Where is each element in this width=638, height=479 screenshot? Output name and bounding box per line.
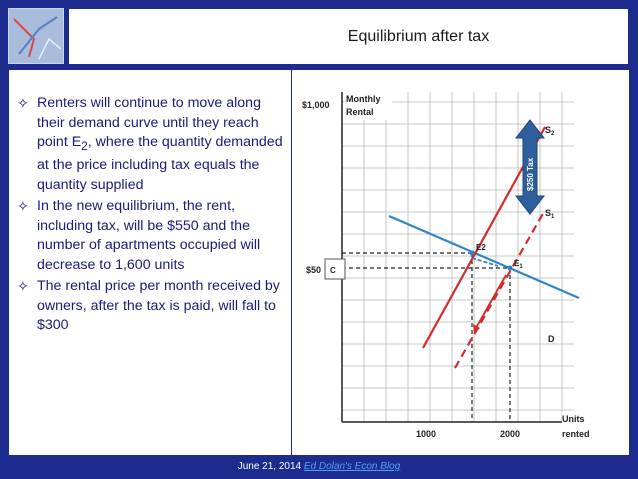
- x-axis-title-1: Units: [562, 414, 585, 424]
- content-panel: [9, 70, 629, 455]
- label-s1: $S_1$: [545, 208, 555, 220]
- bullet-item: ✧ In the new equilibrium, the rent, including tax, will be $550 and the number of apartments occupied will decrease to 1,600 units: [17, 197, 287, 275]
- bullet-item: ✧ The rental price per month received by owners, after the tax is paid, will fall to $300: [17, 277, 287, 336]
- chart-grid: [342, 92, 574, 422]
- bullet-item: ✧ Renters will continue to move along their demand curve until they reach point $E_2$, where the quantity demanded at the price including tax equals the quantity supplied: [17, 94, 287, 195]
- footer-link[interactable]: Ed Dolan's Econ Blog: [303, 461, 401, 472]
- demand-curve: [389, 216, 579, 298]
- supply-demand-chart: [292, 70, 630, 455]
- point-e1: [508, 266, 513, 271]
- label-d: D: [548, 334, 555, 344]
- label-c: C: [330, 266, 336, 275]
- logo-map-icon: [9, 9, 63, 63]
- slide-title: Equilibrium after tax: [347, 27, 490, 45]
- x-tick-1000: 1000: [416, 429, 437, 439]
- y-label-mid: $50: [306, 265, 322, 275]
- label-e2: E2: [476, 243, 486, 252]
- bullet-list: [17, 94, 287, 338]
- star-bullet-icon: ✧: [17, 95, 29, 111]
- tax-label: $250 Tax: [526, 157, 535, 191]
- footer-date: June 21, 2014: [237, 461, 304, 472]
- star-bullet-icon: ✧: [17, 278, 29, 295]
- point-e2: [470, 251, 475, 256]
- logo: [8, 8, 64, 64]
- y-axis-title-1: Monthly: [346, 94, 381, 104]
- label-s2: $S_2$: [545, 125, 555, 137]
- title-bar: [69, 9, 628, 64]
- star-bullet-icon: ✧: [17, 198, 29, 215]
- chart-frame: [291, 70, 629, 455]
- y-axis-title-2: Rental: [346, 107, 374, 117]
- y-label-top: $1,000: [302, 100, 330, 110]
- x-axis-title-2: rented: [562, 429, 590, 439]
- x-tick-2000: 2000: [500, 429, 521, 439]
- footer: [0, 461, 638, 472]
- label-e1: $E_1$: [514, 259, 523, 270]
- move-arrow-red: [476, 275, 506, 328]
